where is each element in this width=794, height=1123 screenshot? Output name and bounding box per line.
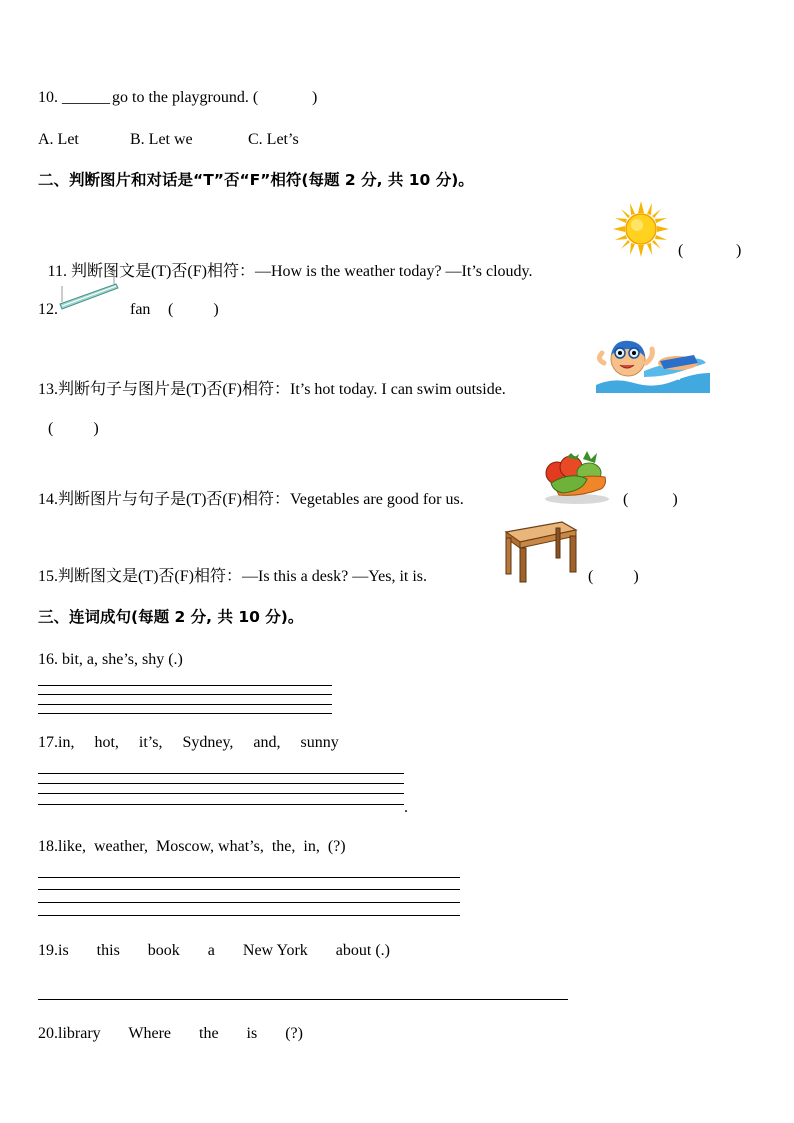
q14-prompt: 14.判断图片与句子是(T)否(F)相符：Vegetables are good for us.: [38, 491, 464, 508]
writing-line[interactable]: [38, 783, 404, 784]
sun-icon: [613, 201, 669, 257]
q20-words: 20.library Where the is (?): [38, 1025, 303, 1042]
writing-line[interactable]: [38, 773, 404, 774]
swimmer-icon: [594, 333, 712, 393]
q18-words: 18.like, weather, Moscow, what’s, the, in, (?): [38, 838, 346, 855]
q10-blank[interactable]: ______: [62, 89, 110, 106]
writing-line[interactable]: [38, 704, 332, 705]
table-icon: [500, 520, 578, 584]
writing-line[interactable]: [38, 915, 460, 916]
q10-option-b[interactable]: B. Let we: [130, 131, 193, 148]
q11-close-paren: ): [736, 242, 742, 259]
writing-line[interactable]: [38, 877, 460, 878]
writing-line[interactable]: [38, 685, 332, 686]
q19-answer-line[interactable]: [38, 999, 568, 1000]
q11-open-paren: (: [678, 242, 684, 259]
writing-line[interactable]: [38, 713, 332, 714]
q16-words: 16. bit, a, she’s, shy (.): [38, 651, 183, 668]
q17-end-mark: .: [404, 799, 408, 816]
q10-option-a[interactable]: A. Let: [38, 131, 79, 148]
q11-prompt-text: 11. 判断图文是(T)否(F)相符：—How is the weather today? —It’s cloudy.: [47, 263, 533, 280]
q13-prompt: 13.判断句子与图片是(T)否(F)相符：It’s hot today. I can swim outside.: [38, 381, 506, 398]
q14-answer[interactable]: ( ): [623, 491, 678, 508]
q10-number: 10.: [38, 89, 58, 106]
q19-words: 19.is this book a New York about (.): [38, 942, 390, 959]
fluorescent-lamp-icon: [58, 266, 122, 314]
q12-word: fan: [130, 301, 151, 318]
q15-prompt: 15.判断图文是(T)否(F)相符：—Is this a desk? —Yes, it is.: [38, 568, 428, 585]
q13-answer[interactable]: ( ): [48, 420, 99, 437]
q17-words: 17.in, hot, it’s, Sydney, and, sunny: [38, 734, 339, 751]
q10-option-c[interactable]: C. Let’s: [248, 131, 299, 148]
writing-line[interactable]: [38, 804, 404, 805]
section2-heading: 二、判断图片和对话是“T”否“F”相符(每题 2 分, 共 10 分)。: [38, 171, 474, 189]
writing-line[interactable]: [38, 889, 460, 890]
q10-close-paren: ): [312, 89, 318, 106]
writing-line[interactable]: [38, 902, 460, 903]
q10-text: go to the playground. (: [112, 89, 259, 106]
writing-line[interactable]: [38, 694, 332, 695]
q12-answer[interactable]: ( ): [168, 301, 219, 318]
q12-number: 12.: [38, 301, 58, 318]
writing-line[interactable]: [38, 793, 404, 794]
vegetables-icon: [543, 451, 613, 505]
q15-answer[interactable]: ( ): [588, 568, 639, 585]
section3-heading: 三、连词成句(每题 2 分, 共 10 分)。: [38, 608, 304, 626]
